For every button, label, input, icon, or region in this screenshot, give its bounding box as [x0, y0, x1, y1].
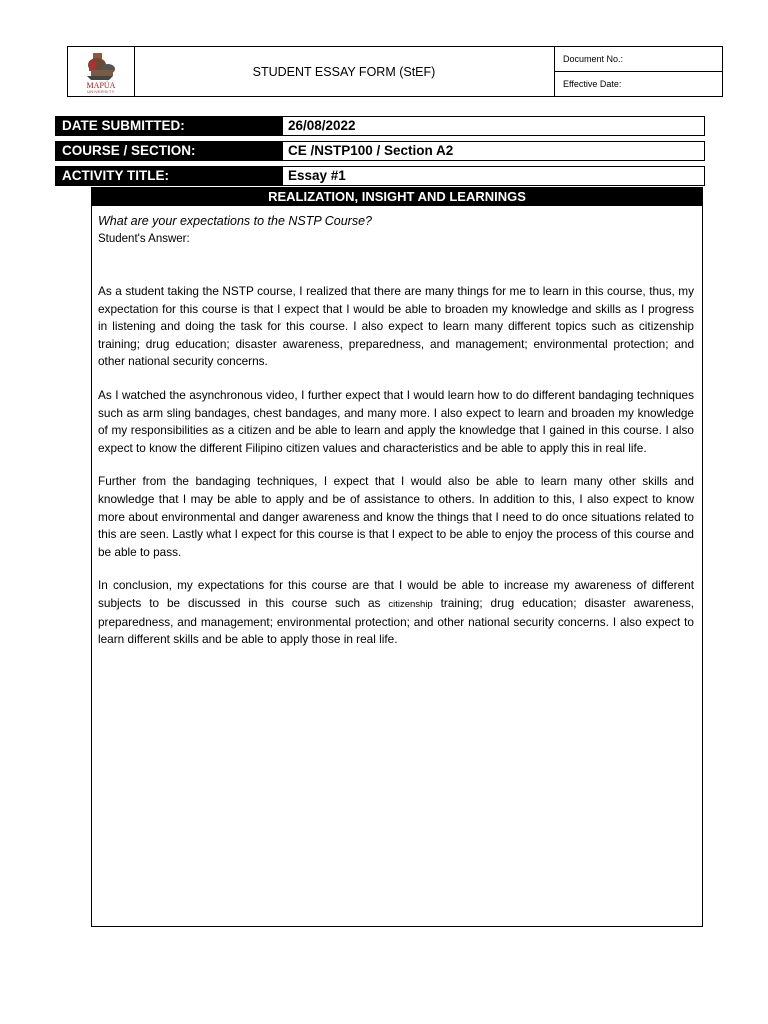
form-title: STUDENT ESSAY FORM (StEF): [252, 64, 436, 79]
essay-content: [91, 206, 703, 927]
svg-text:MAPÚA: MAPÚA: [86, 80, 116, 90]
activity-title-row: [55, 166, 705, 186]
essay-paragraph-1: As a student taking the NSTP course, I realized that there are many things for me to learn in this course, thus, my expectation for this course is that I expect that I would be able to broaden my knowledge and skills as I progress in listening and doing the task for this course. I also expect to learn many different topics such as citizenship training; drug education; disaster awareness, preparedness, and management; environmental protection; and other national security concerns.: [98, 284, 694, 369]
university-logo: [68, 47, 135, 96]
date-submitted-label: DATE SUBMITTED:: [55, 116, 282, 136]
section-title: REALIZATION, INSIGHT AND LEARNINGS: [91, 187, 703, 206]
answer-label: Student's Answer:: [98, 233, 190, 245]
document-number-label: Document No.:: [555, 47, 723, 72]
essay-paragraph-4: [98, 577, 694, 648]
essay-paragraph-4-start: In conclusion, my expectations for this course are that I would be able to increase my awareness of different subjects to be discussed in this course such as: [98, 578, 694, 610]
activity-title-label: ACTIVITY TITLE:: [55, 166, 282, 186]
course-section-label: COURSE / SECTION:: [55, 141, 282, 161]
svg-text:UNIVERSITY: UNIVERSITY: [87, 89, 115, 94]
date-submitted-value: 26/08/2022: [282, 116, 705, 136]
essay-paragraph-2: As I watched the asynchronous video, I further expect that I would learn how to do different bandaging techniques such as arm sling bandages, chest bandages, and many more. I also expect to learn and broaden my knowledge of my responsibilities as a citizen and be able to learn and apply the knowledge that I gained in this course. I also expect to know the different Filipino citizen values and characteristics and be able to apply this in real life.: [98, 387, 694, 455]
course-section-value: CE /NSTP100 / Section A2: [282, 141, 705, 161]
effective-date-label: Effective Date:: [563, 79, 622, 89]
essay-paragraph-4-small-word: citizenship: [388, 598, 433, 610]
mapua-seal-icon: [79, 49, 123, 95]
course-section-row: [55, 141, 705, 161]
document-header: [67, 46, 723, 97]
essay-paragraph-3: Further from the bandaging techniques, I expect that I would also be able to learn many other skills and knowledge that I may be able to apply and be of assistance to others. In addition to this, I also expect to know more about environmental and danger awareness and know the things that I need to do once situations related to this are seen. Lastly what I expect for this course is that I expect to be able to enjoy the process of this course and be able to pass.: [98, 474, 694, 559]
activity-title-value: Essay #1: [282, 166, 705, 186]
document-meta: [554, 47, 723, 96]
essay-paragraph-4-end: training; drug education; disaster awareness, preparedness, and management; environmental protection; and other national security concerns. I also expect to learn different skills and be able to apply those in real life.: [98, 595, 694, 647]
date-submitted-row: [55, 116, 705, 136]
essay-question: What are your expectations to the NSTP Course?: [98, 214, 372, 228]
